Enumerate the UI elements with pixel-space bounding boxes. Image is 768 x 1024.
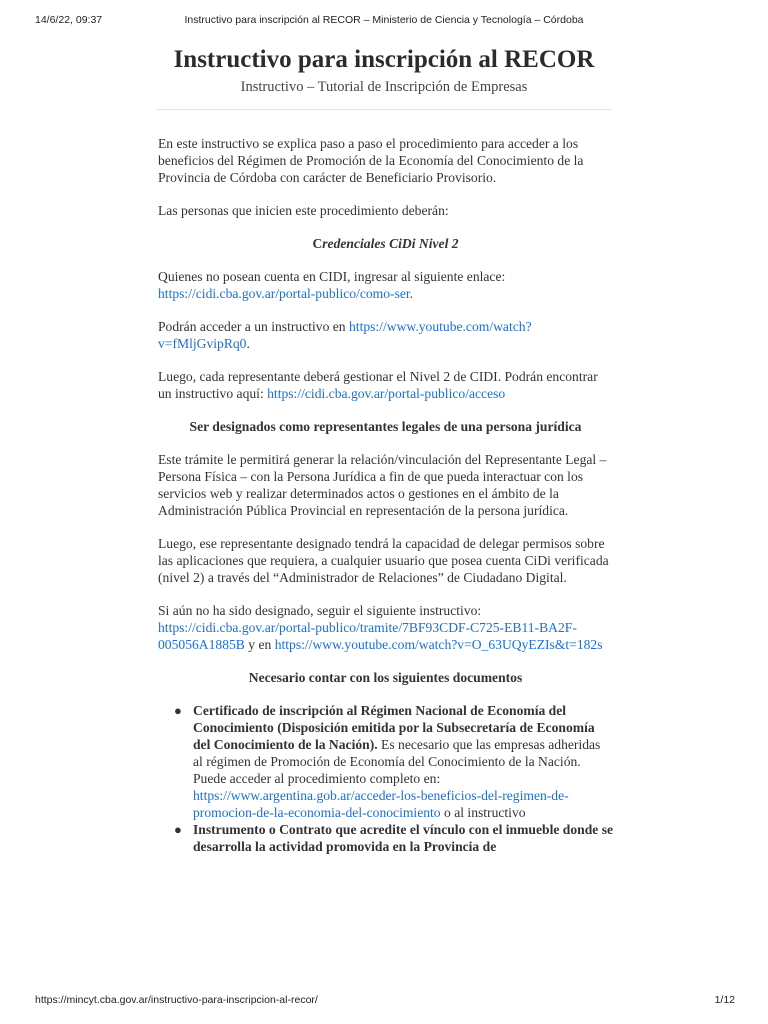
page-subtitle: Instructivo – Tutorial de Inscripción de Empresas	[240, 79, 528, 95]
doc-item-1-text: Es necesario que las empresas adheridas al régimen de Promoción de Economía del Conocimiento de la Nación. Puede acceder al procedimiento completo en:	[193, 737, 601, 786]
intro-paragraph: En este instructivo se explica paso a paso el procedimiento para acceder a los beneficios del Régimen de Promoción de la Economía del Conocimiento de la Provincia de Córdoba con carácter de Beneficiario Provisorio.	[158, 136, 584, 185]
rep-p3-mid: y en	[244, 637, 275, 652]
section-heading-cidi	[158, 235, 613, 252]
article-content	[158, 135, 613, 855]
rep-paragraph-2: Luego, ese representante designado tendrá la capacidad de delegar permisos sobre las aplicaciones que requiera, a cualquier usuario que posea cuenta CiDi verificada (nivel 2) a través del “Administrador de Relaciones” de Ciudadano Digital.	[158, 536, 609, 585]
youtube-tramite-link[interactable]: https://www.youtube.com/watch?v=O_63UQyEZIs&t=182s	[274, 637, 603, 652]
section-heading-documentos: Necesario contar con los siguientes documentos	[248, 670, 523, 685]
doc-item-1-bold: Certificado de inscripción al Régimen Nacional de Economía del Conocimiento (Disposición emitida por la Subsecretaría de Economía del Conocimiento de la Nación).	[193, 703, 595, 752]
cidi-como-ser-link[interactable]: https://cidi.cba.gov.ar/portal-publico/como-ser	[158, 286, 410, 301]
cidi-p3-text: Luego, cada representante deberá gestionar el Nivel 2 de CIDI. Podrán encontrar un instructivo aquí:	[158, 369, 598, 401]
bullet-icon: ●	[174, 703, 182, 718]
page-title: Instructivo para inscripción al RECOR	[173, 46, 595, 73]
print-url: https://mincyt.cba.gov.ar/instructivo-para-inscripcion-al-recor/	[35, 994, 318, 1006]
argentina-gob-link[interactable]: https://www.argentina.gob.ar/acceder-los-beneficios-del-regimen-de-promocion-de-la-economia-del-conocimiento	[193, 788, 569, 820]
title-divider	[156, 109, 612, 110]
cidi-p1-text: Quienes no posean cuenta en CIDI, ingresar al siguiente enlace:	[158, 269, 506, 284]
rep-p3-text: Si aún no ha sido designado, seguir el siguiente instructivo:	[158, 603, 482, 618]
cidi-tramite-link[interactable]: https://cidi.cba.gov.ar/portal-publico/tramite/7BF93CDF-C725-EB11-BA2F-005056A1885B	[158, 620, 577, 652]
print-datetime: 14/6/22, 09:37	[35, 14, 103, 26]
cidi-paragraph-1	[158, 268, 613, 302]
youtube-instructivo-link[interactable]: https://www.youtube.com/watch?v=fMljGvipRq0	[158, 319, 532, 351]
section-heading-cidi-rest: redenciales CiDi Nivel 2	[322, 236, 459, 251]
print-page-number: 1/12	[714, 994, 735, 1006]
list-item	[174, 821, 614, 855]
rep-paragraph-1: Este trámite le permitirá generar la relación/vinculación del Representante Legal – Persona Física – con la Persona Jurídica a fin de que pueda interactuar con los servicios web y realizar determinados actos o gestiones en el ámbito de la Administración Pública Provincial en representación de la persona jurídica.	[158, 452, 607, 518]
cidi-p1-end: .	[409, 286, 414, 301]
section-heading-representantes: Ser designados como representantes legales de una persona jurídica	[189, 419, 582, 434]
cidi-p2-text: Podrán acceder a un instructivo en	[158, 319, 349, 334]
cidi-paragraph-3	[158, 368, 613, 402]
doc-item-1-end: o al instructivo	[440, 805, 526, 820]
cidi-p2-end: .	[246, 336, 250, 351]
cidi-paragraph-2	[158, 318, 613, 352]
doc-item-2-bold: Instrumento o Contrato que acredite el vínculo con el inmueble donde se desarrolla la actividad promovida en la Provincia de	[193, 822, 614, 854]
print-page-title: Instructivo para inscripción al RECOR – Ministerio de Ciencia y Tecnología – Córdoba	[184, 14, 584, 26]
print-header	[0, 14, 768, 34]
print-footer	[0, 994, 768, 1014]
bullet-icon: ●	[174, 822, 182, 837]
cidi-acceso-link[interactable]: https://cidi.cba.gov.ar/portal-publico/acceso	[267, 386, 506, 401]
rep-paragraph-3	[158, 602, 613, 653]
documents-list	[158, 702, 613, 855]
list-item	[174, 702, 613, 821]
persons-intro-paragraph: Las personas que inicien este procedimiento deberán:	[158, 203, 449, 218]
section-heading-cidi-initial: C	[312, 236, 323, 251]
